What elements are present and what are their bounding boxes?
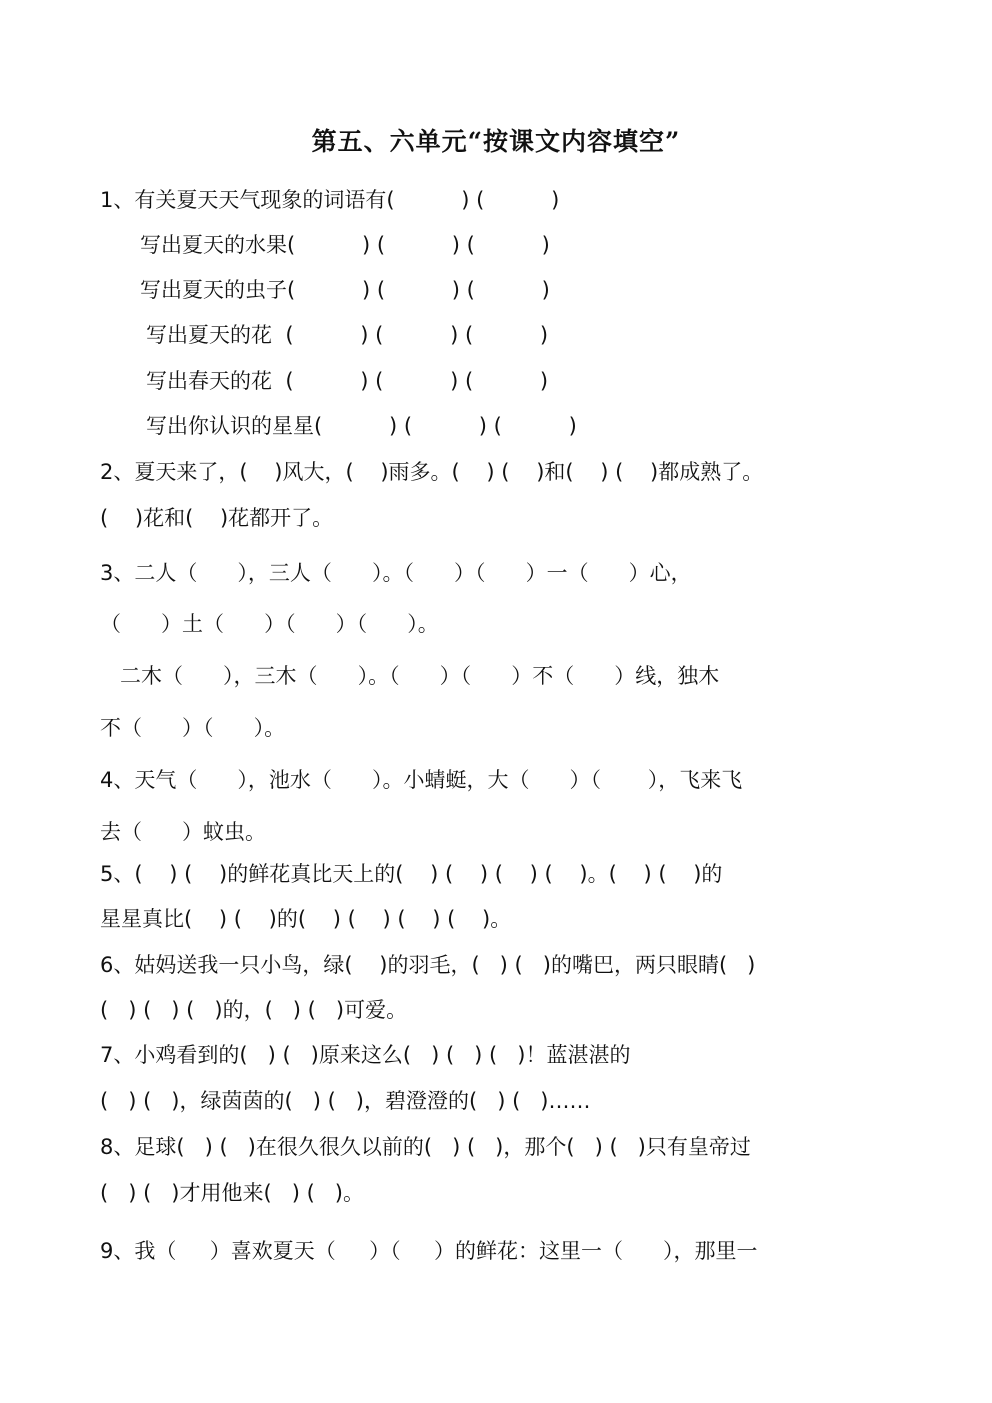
- question-2-line-2: ( )花和( )花都开了。: [100, 506, 334, 530]
- question-6-line-2: ( ) ( ) ( )的，( ) ( )可爱。: [100, 998, 408, 1022]
- question-5-line-2: 星星真比( ) ( )的( ) ( ) ( ) ( )。: [100, 907, 512, 931]
- question-1-line-4: 写出夏天的花 ( ) ( ) ( ): [146, 323, 549, 347]
- question-8-line-2: ( ) ( )才用他来( ) ( )。: [100, 1181, 364, 1205]
- question-7-line-1: 7、小鸡看到的( ) ( )原来这么( ) ( ) ( )！蓝湛湛的: [100, 1043, 631, 1067]
- page-title: 第五、六单元“按课文内容填空”: [311, 127, 681, 156]
- question-3-line-2: （ ）土（ ）（ ）（ ）。: [100, 612, 439, 636]
- question-7-line-2: ( ) ( )，绿茵茵的( ) ( )，碧澄澄的( ) ( )……: [100, 1089, 591, 1113]
- question-8-line-1: 8、足球( ) ( )在很久很久以前的( ) ( )，那个( ) ( )只有皇帝过: [100, 1135, 751, 1159]
- question-1-line-5: 写出春天的花 ( ) ( ) ( ): [146, 369, 549, 393]
- question-4-line-1: 4、天气（ ），池水（ ）。小蜻蜓，大（ ）（ ），飞来飞: [100, 768, 743, 792]
- question-1-line-6: 写出你认识的星星( ) ( ) ( ): [146, 414, 577, 438]
- question-3-line-4: 不（ ）（ ）。: [100, 716, 286, 740]
- question-1-line-1: 1、有关夏天天气现象的词语有( ) ( ): [100, 188, 560, 212]
- question-6-line-1: 6、姑妈送我一只小鸟，绿( )的羽毛，( ) ( )的嘴巴，两只眼睛( ): [100, 953, 756, 977]
- question-1-line-2: 写出夏天的水果( ) ( ) ( ): [140, 233, 550, 257]
- question-1-line-3: 写出夏天的虫子( ) ( ) ( ): [140, 278, 550, 302]
- question-5-line-1: 5、( ) ( )的鲜花真比天上的( ) ( ) ( ) ( )。( ) ( )的: [100, 862, 723, 886]
- question-4-line-2: 去（ ）蚊虫。: [100, 820, 267, 844]
- question-3-line-3: 二木（ ），三木（ ）。（ ）（ ）不（ ）线，独木: [120, 664, 720, 688]
- question-9-line-1: 9、我（ ）喜欢夏天（ ）（ ）的鲜花：这里一（ ），那里一: [100, 1239, 758, 1263]
- question-2-line-1: 2、夏天来了，( )风大，( )雨多。( ) ( )和( ) ( )都成熟了。: [100, 460, 764, 484]
- question-3-line-1: 3、二人（ ），三人（ ）。（ ）（ ）一（ ）心，: [100, 561, 692, 585]
